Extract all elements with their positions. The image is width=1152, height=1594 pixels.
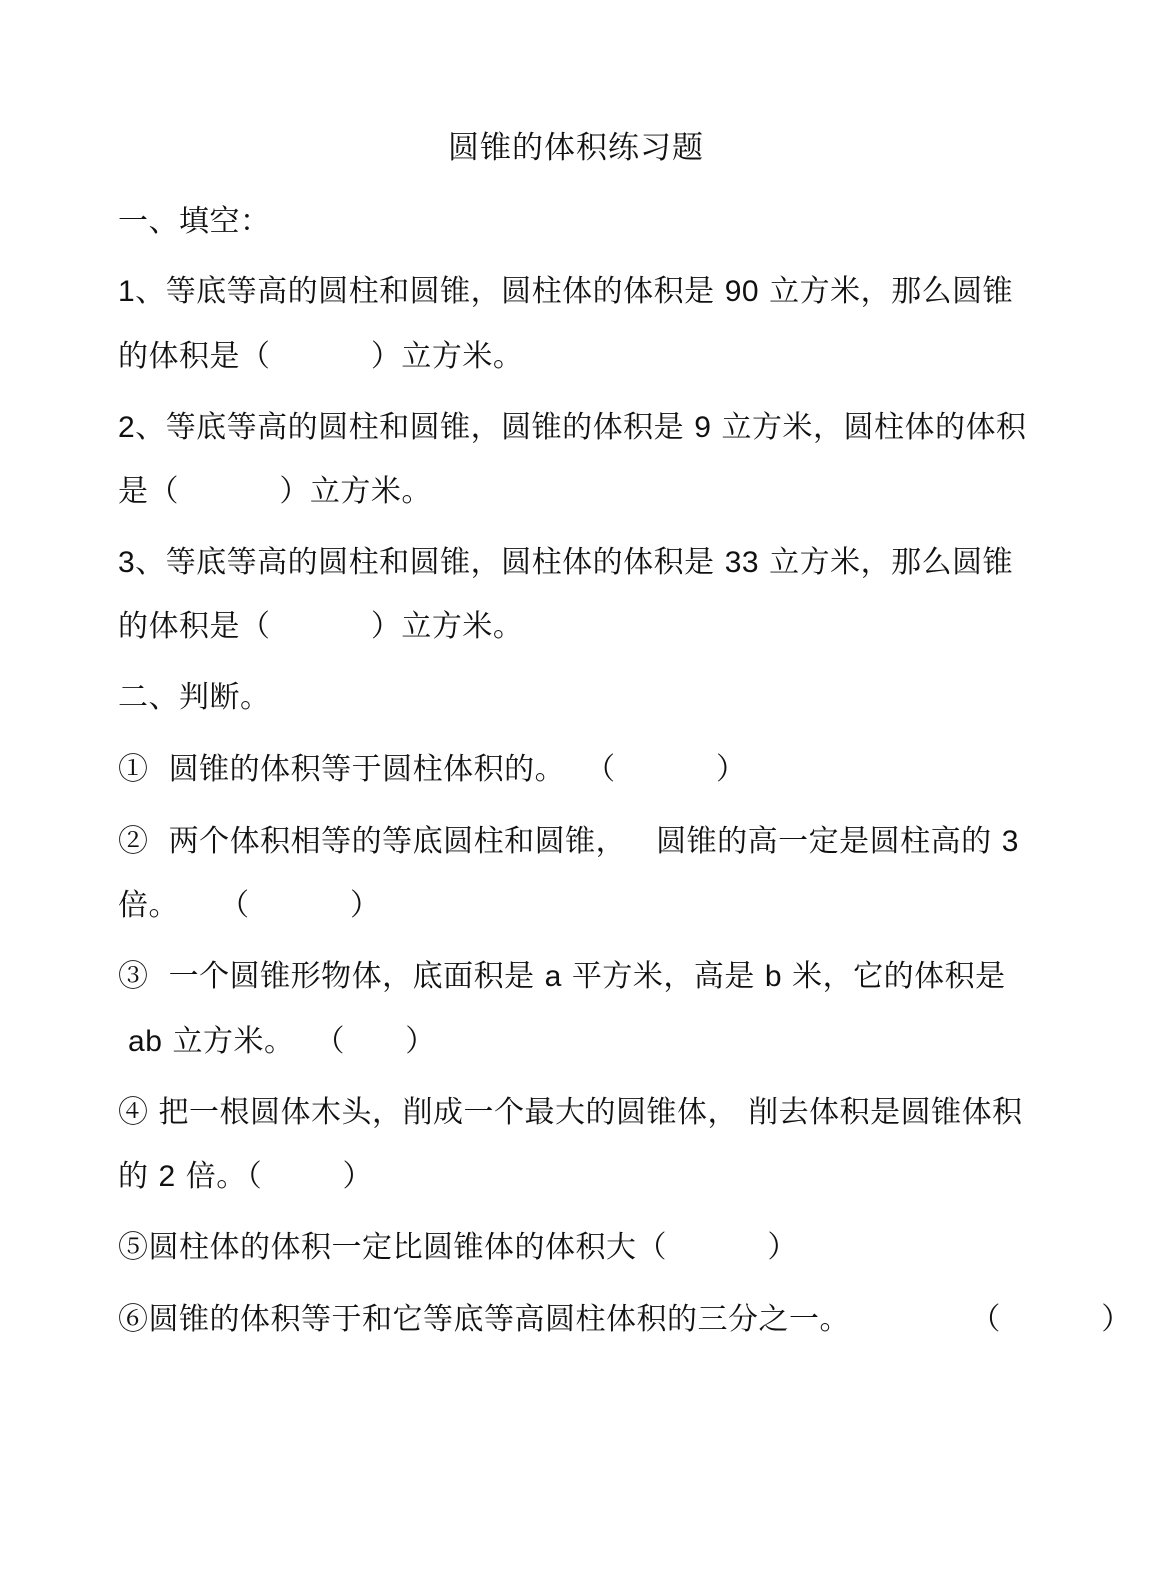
question-3-prefix: 3、: [118, 546, 166, 579]
judgment-3-text-a: ③ 一个圆锥形物体，底面积是: [118, 959, 535, 994]
judgment-3-var-a: a: [544, 960, 562, 993]
judgment-5: ⑤圆柱体的体积一定比圆锥体的体积大（ ）: [118, 1230, 798, 1265]
page-title: 圆锥的体积练习题: [448, 130, 704, 166]
question-1-line-1: [118, 272, 1013, 312]
judgment-2-line-2: 倍。 （ ）: [118, 888, 381, 923]
judgment-3-text-b: 平方米，高是: [561, 959, 755, 994]
question-3-text-a: 等底等高的圆柱和圆锥，圆柱体的体积是: [165, 545, 715, 580]
judgment-3-text-c: 米，它的体积是: [782, 959, 1006, 994]
judgment-3-var-ab: ab: [128, 1025, 163, 1058]
judgment-2-text-a: ② 两个体积相等的等底圆柱和圆锥， 圆锥的高一定是圆柱高的: [118, 824, 992, 859]
question-2-line-2: 是（ ）立方米。: [118, 474, 432, 509]
question-1-line-2: 的体积是（ ）立方米。: [118, 339, 524, 374]
judgment-4-value: 2: [158, 1160, 176, 1193]
question-1-prefix: 1、: [118, 275, 166, 308]
judgment-3-text-d: 立方米。 （ ）: [162, 1024, 436, 1059]
judgment-6: ⑥圆锥的体积等于和它等底等高圆柱体积的三分之一。 （ ）: [118, 1302, 1132, 1337]
judgment-3-line-2: [118, 1022, 436, 1062]
judgment-3-line-1: [118, 957, 1006, 997]
question-2-line-1: [118, 408, 1026, 448]
judgment-4-line-2: [118, 1157, 373, 1197]
question-3-line-2: 的体积是（ ）立方米。: [118, 609, 524, 644]
judgment-4-line-1: ④ 把一根圆体木头，削成一个最大的圆锥体， 削去体积是圆锥体积: [118, 1095, 1023, 1130]
question-3-value: 33: [724, 546, 760, 579]
judgment-4-text-b: 倍。（ ）: [175, 1159, 374, 1194]
question-3-line-1: [118, 543, 1013, 583]
judgment-1: ① 圆锥的体积等于圆柱体积的。 （ ）: [118, 752, 747, 787]
question-1-value: 90: [724, 275, 760, 308]
question-2-value: 9: [694, 411, 712, 444]
judgment-2-value: 3: [1001, 825, 1019, 858]
question-3-text-b: 立方米，那么圆锥: [759, 545, 1014, 580]
question-2-prefix: 2、: [118, 411, 166, 444]
question-2-text-a: 等底等高的圆柱和圆锥，圆锥的体积是: [165, 410, 685, 445]
question-1-text-b: 立方米，那么圆锥: [759, 274, 1014, 309]
question-2-text-b: 立方米，圆柱体的体积: [711, 410, 1027, 445]
question-1-text-a: 等底等高的圆柱和圆锥，圆柱体的体积是: [165, 274, 715, 309]
judgment-4-text-a: 的: [118, 1159, 149, 1194]
judgment-2-line-1: [118, 822, 1019, 862]
section-2-heading: 二、判断。: [118, 680, 271, 715]
judgment-3-var-b: b: [764, 960, 783, 993]
section-1-heading: 一、填空：: [118, 204, 271, 239]
